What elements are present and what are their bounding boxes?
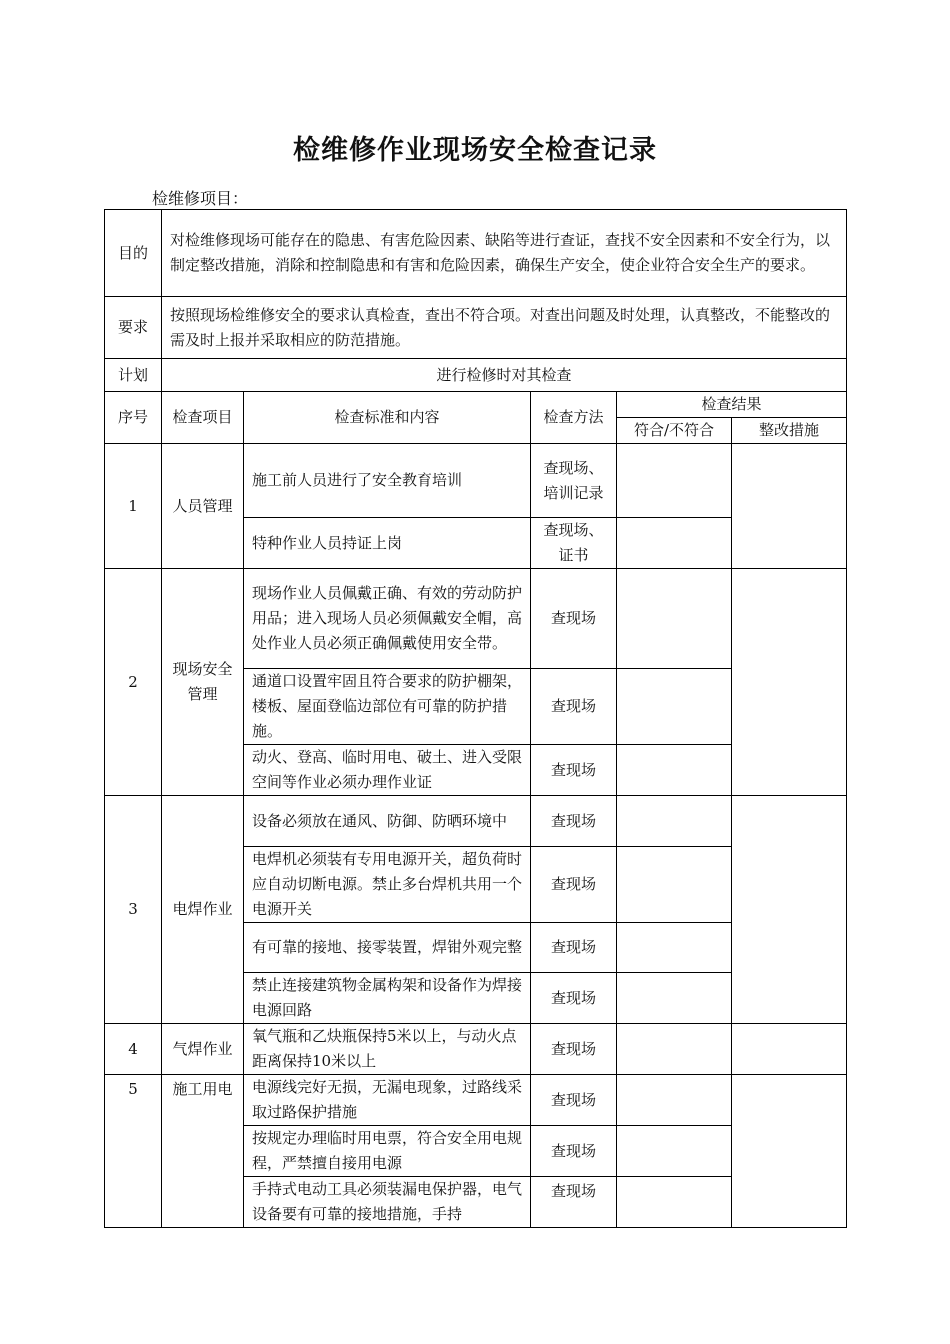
seq-cell: 2 <box>105 569 162 796</box>
standard-cell: 设备必须放在通风、防御、防晒环境中 <box>244 796 531 847</box>
standard-cell: 禁止连接建筑物金属构架和设备作为焊接电源回路 <box>244 973 531 1024</box>
rectify-cell[interactable] <box>732 1024 847 1075</box>
header-method: 检查方法 <box>531 392 617 444</box>
seq-cell: 1 <box>105 444 162 569</box>
standard-cell: 施工前人员进行了安全教育培训 <box>244 444 531 518</box>
item-cell: 人员管理 <box>162 444 244 569</box>
standard-cell: 电焊机必须装有专用电源开关，超负荷时应自动切断电源。禁止多台焊机共用一个电源开关 <box>244 847 531 923</box>
method-cell: 查现场 <box>531 1024 617 1075</box>
page-title: 检维修作业现场安全检查记录 <box>293 135 657 166</box>
method-cell: 查现场、证书 <box>531 518 617 569</box>
standard-cell: 通道口设置牢固且符合要求的防护棚架，楼板、屋面登临边部位有可靠的防护措施。 <box>244 669 531 745</box>
method-cell: 查现场 <box>531 745 617 796</box>
purpose-text: 对检维修现场可能存在的隐患、有害危险因素、缺陷等进行查证，查找不安全因素和不安全行为，以制定整改措施，消除和控制隐患和有害和危险因素，确保生产安全，使企业符合安全生产的要求。 <box>162 210 847 297</box>
seq-cell: 3 <box>105 796 162 1024</box>
standard-cell: 按规定办理临时用电票，符合安全用电规程，严禁擅自接用电源 <box>244 1126 531 1177</box>
requirement-text: 按照现场检维修安全的要求认真检查，查出不符合项。对查出问题及时处理，认真整改，不能整改的需及时上报并采取相应的防范措施。 <box>162 297 847 359</box>
plan-label: 计划 <box>105 359 162 392</box>
header-conform: 符合/不符合 <box>617 418 732 444</box>
standard-cell: 特种作业人员持证上岗 <box>244 518 531 569</box>
method-cell: 查现场 <box>531 796 617 847</box>
standard-cell: 动火、登高、临时用电、破土、进入受限空间等作业必须办理作业证 <box>244 745 531 796</box>
rectify-cell[interactable] <box>732 796 847 1024</box>
conform-cell[interactable] <box>617 745 732 796</box>
item-cell: 现场安全管理 <box>162 569 244 796</box>
project-label: 检维修项目： <box>152 189 249 208</box>
item-cell: 气焊作业 <box>162 1024 244 1075</box>
header-row <box>105 392 847 418</box>
header-result: 检查结果 <box>617 392 847 418</box>
conform-cell[interactable] <box>617 796 732 847</box>
method-cell: 查现场 <box>531 973 617 1024</box>
conform-cell[interactable] <box>617 569 732 669</box>
header-standard: 检查标准和内容 <box>244 392 531 444</box>
standard-cell: 手持式电动工具必须装漏电保护器，电气设备要有可靠的接地措施，手持 <box>244 1177 531 1228</box>
conform-cell[interactable] <box>617 1126 732 1177</box>
conform-cell[interactable] <box>617 923 732 973</box>
header-rectify: 整改措施 <box>732 418 847 444</box>
method-cell: 查现场 <box>531 569 617 669</box>
rectify-cell[interactable] <box>732 1075 847 1228</box>
item-cell: 电焊作业 <box>162 796 244 1024</box>
method-cell: 查现场 <box>531 847 617 923</box>
seq-cell: 5 <box>105 1075 162 1228</box>
conform-cell[interactable] <box>617 847 732 923</box>
header-item: 检查项目 <box>162 392 244 444</box>
conform-cell[interactable] <box>617 1177 732 1228</box>
table-row <box>105 796 847 847</box>
conform-cell[interactable] <box>617 1075 732 1126</box>
conform-cell[interactable] <box>617 444 732 518</box>
table-row <box>105 1024 847 1075</box>
table-row <box>105 569 847 669</box>
seq-cell: 4 <box>105 1024 162 1075</box>
standard-cell: 氧气瓶和乙炔瓶保持5米以上，与动火点距离保持10米以上 <box>244 1024 531 1075</box>
inspection-record-table <box>104 209 847 1228</box>
method-cell: 查现场 <box>531 1075 617 1126</box>
item-cell: 施工用电 <box>162 1075 244 1228</box>
table-row <box>105 1075 847 1126</box>
requirement-label: 要求 <box>105 297 162 359</box>
standard-cell: 有可靠的接地、接零装置，焊钳外观完整 <box>244 923 531 973</box>
purpose-row <box>105 210 847 297</box>
method-cell: 查现场 <box>531 669 617 745</box>
plan-row <box>105 359 847 392</box>
header-seq: 序号 <box>105 392 162 444</box>
method-cell: 查现场 <box>531 1126 617 1177</box>
standard-cell: 电源线完好无损，无漏电现象，过路线采取过路保护措施 <box>244 1075 531 1126</box>
method-cell: 查现场 <box>531 1177 617 1228</box>
method-cell: 查现场 <box>531 923 617 973</box>
method-cell: 查现场、培训记录 <box>531 444 617 518</box>
standard-cell: 现场作业人员佩戴正确、有效的劳动防护用品；进入现场人员必须佩戴安全帽，高处作业人员必须正确佩戴使用安全带。 <box>244 569 531 669</box>
conform-cell[interactable] <box>617 973 732 1024</box>
rectify-cell[interactable] <box>732 569 847 796</box>
conform-cell[interactable] <box>617 1024 732 1075</box>
conform-cell[interactable] <box>617 669 732 745</box>
table-row <box>105 444 847 518</box>
rectify-cell[interactable] <box>732 444 847 569</box>
requirement-row <box>105 297 847 359</box>
conform-cell[interactable] <box>617 518 732 569</box>
plan-text: 进行检修时对其检查 <box>162 359 847 392</box>
purpose-label: 目的 <box>105 210 162 297</box>
